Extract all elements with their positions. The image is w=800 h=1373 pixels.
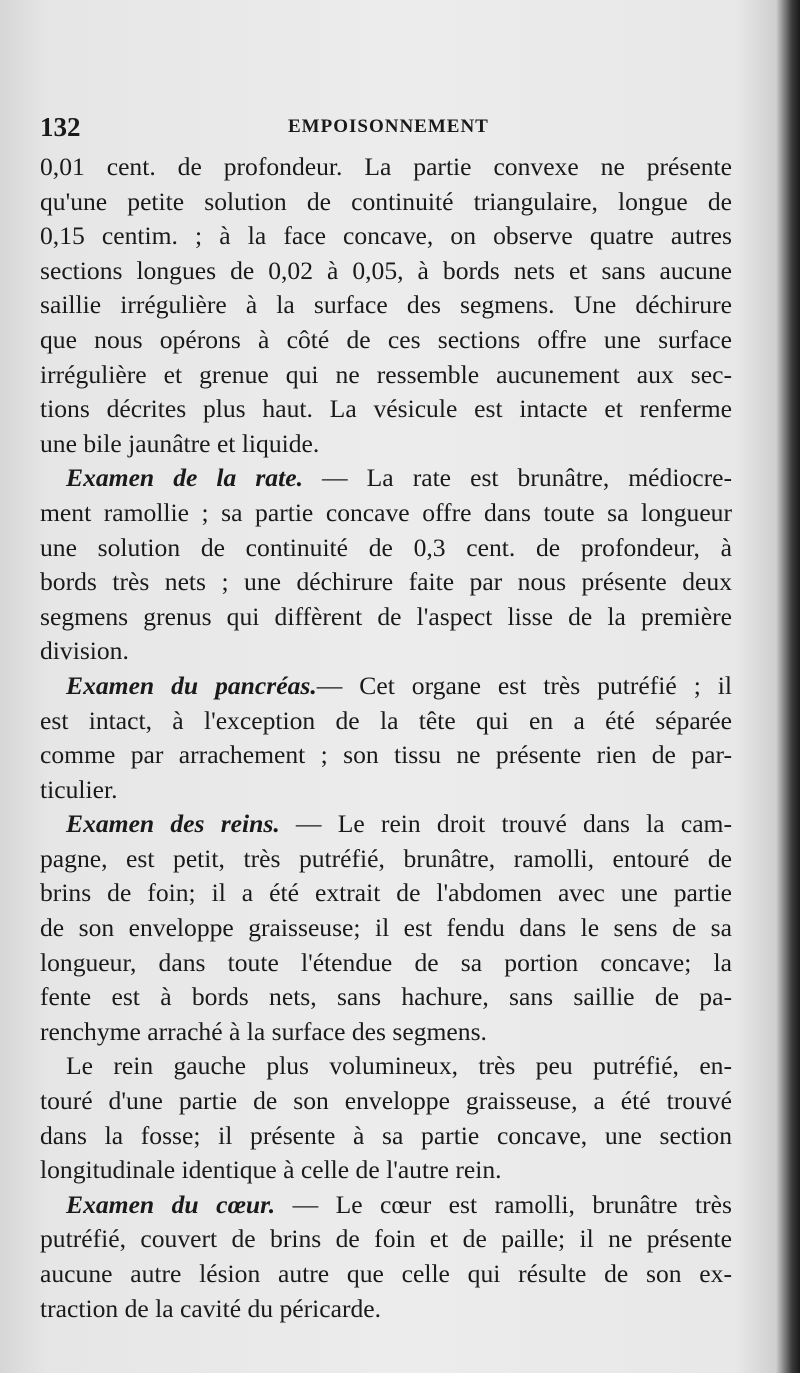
text-line: tions décrites plus haut. La vésicule est intacte et renferme: [40, 394, 732, 424]
page-number: 132: [40, 112, 81, 142]
section-heading: Examen du cœur.: [66, 1189, 276, 1219]
text-line: qu'une petite solution de continuité triangulaire, longue de: [40, 186, 732, 216]
paragraph-spleen: [40, 461, 732, 669]
text-line: aucune autre lésion autre que celle qui résulte de son ex-: [40, 1259, 732, 1288]
text-line: 0,15 centim. ; à la face concave, on observe quatre autres: [40, 221, 732, 251]
text-line: [40, 807, 732, 842]
body-text: [40, 150, 732, 1326]
text-line: traction de la cavité du péricarde.: [40, 1293, 382, 1323]
text-line: putréfié, couvert de brins de foin et de paille; il ne présente: [40, 1224, 732, 1254]
text-line: de son enveloppe graisseuse; il est fendu dans le sens de sa: [40, 913, 732, 943]
text-line: dans la fosse; il présente à sa partie concave, une section: [40, 1120, 732, 1150]
text-line-rest: — Le cœur est ramolli, brunâtre très: [275, 1189, 732, 1219]
paragraph-heart: [40, 1188, 732, 1326]
text-line: 0,01 cent. de profondeur. La partie convexe ne présente: [40, 152, 732, 181]
text-line: [40, 669, 732, 704]
running-title: EMPOISONNEMENT: [288, 116, 489, 137]
paragraph-kidneys: [40, 807, 732, 1049]
text-line: ticulier.: [40, 774, 118, 804]
text-line: division.: [40, 636, 129, 666]
text-line-rest: — Cet organe est très putréfié ; il: [316, 670, 732, 700]
running-head: [40, 112, 740, 142]
text-line: irrégulière et grenue qui ne ressemble aucunement aux sec-: [40, 359, 732, 389]
section-heading: Examen des reins.: [66, 809, 280, 839]
text-line: une bile jaunâtre et liquide.: [40, 428, 320, 458]
text-line-rest: — La rate est brunâtre, médiocre-: [302, 463, 732, 493]
text-line: une solution de continuité de 0,3 cent. de profondeur, à: [40, 532, 732, 562]
text-line: est intact, à l'exception de la tête qui en a été séparée: [40, 705, 732, 735]
text-line: saillie irrégulière à la surface des segmens. Une déchirure: [40, 290, 732, 320]
paragraph-pancreas: [40, 669, 732, 807]
text-line: renchyme arraché à la surface des segmens.: [40, 1016, 487, 1046]
section-heading: Examen du pancréas.: [66, 670, 317, 700]
text-line: pagne, est petit, très putréfié, brunâtre, ramolli, entouré de: [40, 843, 732, 873]
text-line-rest: — Le rein droit trouvé dans la cam-: [279, 809, 732, 839]
text-line: que nous opérons à côté de ces sections offre une surface: [40, 324, 732, 354]
text-line: bords très nets ; une déchirure faite par nous présente deux: [40, 567, 732, 597]
text-line: brins de foin; il a été extrait de l'abdomen avec une partie: [40, 878, 732, 908]
text-line: comme par arrachement ; son tissu ne présente rien de par-: [40, 740, 732, 770]
text-line: longueur, dans toute l'étendue de sa portion concave; la: [40, 947, 732, 977]
text-line: touré d'une partie de son enveloppe graisseuse, a été trouvé: [40, 1086, 732, 1116]
paragraph-liver-continuation: [40, 150, 732, 461]
text-line: [40, 1188, 732, 1223]
text-line: [40, 461, 732, 496]
section-heading: Examen de la rate.: [66, 463, 303, 493]
paragraph-left-kidney: [40, 1049, 732, 1187]
text-line: ment ramollie ; sa partie concave offre dans toute sa longueur: [40, 497, 732, 527]
text-line: fente est à bords nets, sans hachure, sans saillie de pa-: [40, 982, 732, 1012]
text-line: segmens grenus qui diffèrent de l'aspect lisse de la première: [40, 601, 732, 631]
text-line: Le rein gauche plus volumineux, très peu putréfié, en-: [66, 1051, 732, 1081]
text-line: sections longues de 0,02 à 0,05, à bords nets et sans aucune: [40, 255, 732, 285]
text-line: longitudinale identique à celle de l'autre rein.: [40, 1155, 502, 1185]
